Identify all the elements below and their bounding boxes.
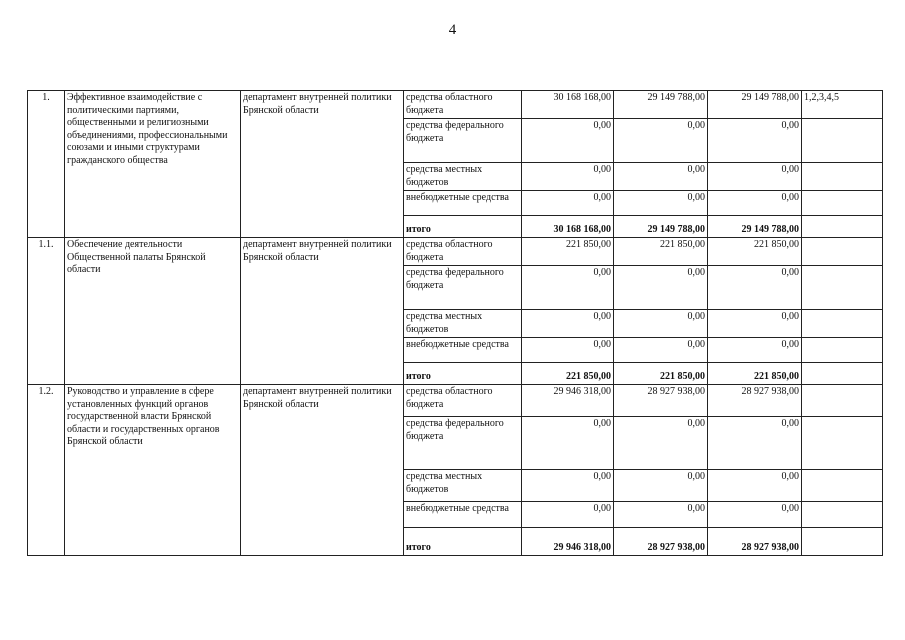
executor: департамент внутренней политики Брянской области [241,238,404,385]
amount-year-2: 221 850,00 [614,363,708,385]
amount-year-2: 0,00 [614,310,708,338]
amount-year-2: 0,00 [614,470,708,502]
amount-year-3: 28 927 938,00 [708,385,802,417]
amount-year-3: 28 927 938,00 [708,528,802,556]
executor: департамент внутренней политики Брянской области [241,91,404,238]
amount-year-2: 0,00 [614,119,708,163]
funding-source: средства местных бюджетов [404,310,522,338]
target-indicators-empty [802,502,883,528]
amount-year-1: 29 946 318,00 [522,385,614,417]
funding-source: средства федерального бюджета [404,266,522,310]
funding-source: средства местных бюджетов [404,470,522,502]
target-indicators-empty [802,119,883,163]
target-indicators-empty [802,338,883,363]
target-indicators-empty [802,191,883,216]
amount-year-1: 0,00 [522,310,614,338]
amount-year-1: 0,00 [522,119,614,163]
target-indicators-empty [802,163,883,191]
funding-source: итого [404,363,522,385]
amount-year-3: 0,00 [708,266,802,310]
amount-year-2: 28 927 938,00 [614,528,708,556]
amount-year-3: 0,00 [708,338,802,363]
amount-year-1: 0,00 [522,191,614,216]
target-indicators [802,385,883,417]
target-indicators-empty [802,470,883,502]
budget-table-body [28,91,883,556]
funding-source: средства областного бюджета [404,238,522,266]
funding-source: средства федерального бюджета [404,119,522,163]
executor: департамент внутренней политики Брянской области [241,385,404,556]
funding-source: средства федерального бюджета [404,417,522,470]
table-row [28,91,883,119]
amount-year-1: 0,00 [522,470,614,502]
target-indicators [802,238,883,266]
amount-year-3: 0,00 [708,417,802,470]
funding-source: итого [404,216,522,238]
measure-name: Эффективное взаимодействие с политическими партиями, общественными и религиозными объединениями, профессиональными союзами и иными структурами гражданского общества [65,91,241,238]
amount-year-1: 0,00 [522,417,614,470]
funding-source: итого [404,528,522,556]
budget-table [27,90,883,556]
funding-source: средства областного бюджета [404,91,522,119]
amount-year-2: 221 850,00 [614,238,708,266]
amount-year-1: 30 168 168,00 [522,91,614,119]
amount-year-3: 221 850,00 [708,363,802,385]
amount-year-1: 0,00 [522,266,614,310]
amount-year-2: 0,00 [614,502,708,528]
amount-year-2: 29 149 788,00 [614,91,708,119]
amount-year-3: 0,00 [708,502,802,528]
amount-year-2: 0,00 [614,191,708,216]
funding-source: внебюджетные средства [404,191,522,216]
funding-source: внебюджетные средства [404,338,522,363]
amount-year-1: 0,00 [522,163,614,191]
target-indicators-empty [802,266,883,310]
amount-year-1: 30 168 168,00 [522,216,614,238]
target-indicators-empty [802,417,883,470]
amount-year-3: 0,00 [708,163,802,191]
amount-year-1: 29 946 318,00 [522,528,614,556]
item-number: 1.2. [28,385,65,556]
amount-year-3: 0,00 [708,470,802,502]
target-indicators-empty [802,363,883,385]
measure-name: Руководство и управление в сфере установленных функций органов государственной власти Брянской области и государственных органов Брянской области [65,385,241,556]
funding-source: внебюджетные средства [404,502,522,528]
target-indicators-empty [802,310,883,338]
target-indicators-empty [802,528,883,556]
amount-year-2: 0,00 [614,266,708,310]
amount-year-3: 0,00 [708,119,802,163]
amount-year-2: 0,00 [614,417,708,470]
amount-year-2: 0,00 [614,163,708,191]
amount-year-2: 29 149 788,00 [614,216,708,238]
amount-year-1: 0,00 [522,338,614,363]
amount-year-3: 29 149 788,00 [708,91,802,119]
measure-name: Обеспечение деятельности Общественной палаты Брянской области [65,238,241,385]
amount-year-3: 0,00 [708,310,802,338]
amount-year-3: 29 149 788,00 [708,216,802,238]
item-number: 1.1. [28,238,65,385]
amount-year-3: 221 850,00 [708,238,802,266]
target-indicators: 1,2,3,4,5 [802,91,883,119]
amount-year-2: 28 927 938,00 [614,385,708,417]
amount-year-1: 221 850,00 [522,363,614,385]
page-number: 4 [448,22,457,38]
funding-source: средства местных бюджетов [404,163,522,191]
amount-year-1: 221 850,00 [522,238,614,266]
table-row [28,238,883,266]
item-number: 1. [28,91,65,238]
amount-year-2: 0,00 [614,338,708,363]
funding-source: средства областного бюджета [404,385,522,417]
amount-year-3: 0,00 [708,191,802,216]
target-indicators-empty [802,216,883,238]
amount-year-1: 0,00 [522,502,614,528]
table-row [28,385,883,417]
